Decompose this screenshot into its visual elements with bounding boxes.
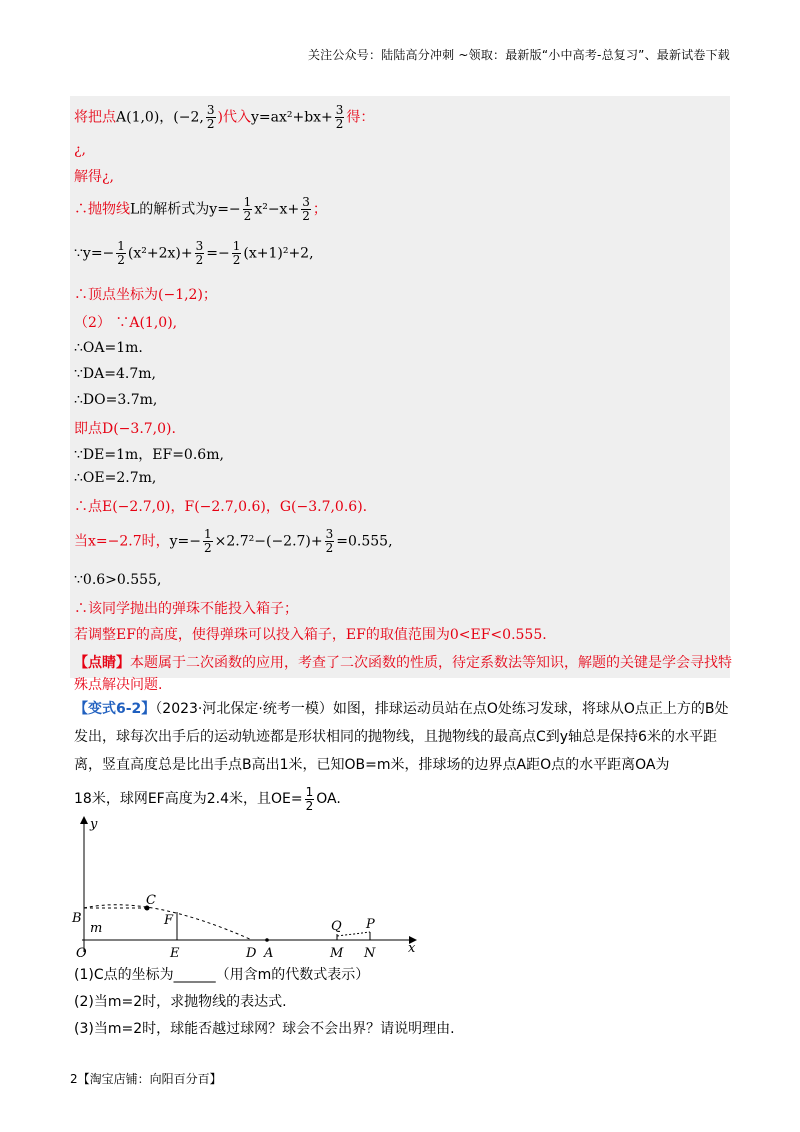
solution-line-9: ∵DA=4.7m,: [74, 366, 156, 382]
point-A: [265, 938, 269, 942]
label-P: P: [366, 917, 375, 932]
label-D: D: [246, 946, 257, 961]
solution-line-12: ∵DE=1m，EF=0.6m,: [74, 447, 224, 463]
label-M: M: [330, 946, 344, 961]
solution-line-11: 即点D(−3.7,0).: [74, 421, 176, 437]
label-B: B: [72, 911, 82, 926]
label-y: y: [90, 817, 98, 832]
label-E: E: [170, 946, 180, 961]
solution-line-18: 若调整EF的高度，使得弹珠可以投入箱子，EF的取值范围为0<EF<0.555.: [74, 627, 547, 643]
variant-problem: [74, 695, 734, 813]
solution-line-10: ∴DO=3.7m,: [74, 392, 158, 408]
solution-line-2: ¿,: [74, 142, 86, 158]
variant-tag: 【变式6-2】: [74, 701, 156, 717]
label-O: O: [76, 946, 87, 961]
question-3: (3)当m=2时，球能否越过球网？球会不会出界？请说明理由.: [74, 1021, 455, 1037]
solution-line-15: 当x=−2.7时，y=− $\frac{1}{2}$ ×2.7²−(−2.7)+ $\frac{3}{2}$ =0.555,: [74, 527, 393, 555]
comment-block: [74, 652, 734, 696]
solution-line-7: （2） ∵A(1,0),: [74, 315, 178, 331]
label-Q: Q: [331, 919, 342, 934]
volleyball-figure: [70, 812, 430, 962]
page-number: 2: [70, 1072, 78, 1086]
shop-label: 【淘宝店铺：向阳百分百】: [77, 1072, 222, 1086]
question-1: (1)C点的坐标为______（用含m的代数式表示）: [74, 967, 370, 983]
solution-line-5: ∵y=− $\frac{1}{2}$ (x²+2x)+ $\frac{3}{2}$ =− $\frac{1}{2}$ (x+1)²+2,: [74, 239, 314, 267]
solution-line-1: 将把点A(1,0)，(−2, $\frac{3}{2}$ )代入y=ax²+bx+ $\frac{3}{2}$ 得：: [74, 103, 375, 131]
label-C: C: [146, 893, 156, 908]
question-2: (2)当m=2时，求抛物线的表达式.: [74, 994, 287, 1010]
solution-line-14: ∴点E(−2.7,0)，F(−2.7,0.6)，G(−3.7,0.6).: [74, 499, 368, 515]
solution-line-3: 解得¿,: [74, 169, 114, 185]
variant-text-1: （2023·河北保定·统考一模）如图，排球运动员站在点O处练习发球，将球从O点正上方的B处发出，球每次出手后的运动轨迹都是形状相同的抛物线，且抛物线的最高点C到y轴总是保持6米的水平距离，竖直高度总是比出手点B高出1米，已知OB=m米，排球场的边界点A距O点的水平距离OA为: [74, 701, 729, 773]
solution-line-16: ∵0.6>0.555,: [74, 572, 162, 588]
variant-text-line-2: 18米，球网EF高度为2.4米，且OE= $\frac{1}{2}$ OA.: [74, 784, 341, 813]
comment-text: 本题属于二次函数的应用，考查了二次函数的性质，待定系数法等知识，解题的关键是学会寻找特殊点解决问题.: [74, 655, 732, 693]
segment-QP: [337, 932, 370, 936]
solution-line-8: ∴OA=1m.: [74, 340, 143, 356]
solution-line-4: ∴抛物线L的解析式为y=− $\frac{1}{2}$ x²−x+ $\frac{3}{2}$ ；: [74, 195, 327, 223]
label-N: N: [364, 946, 376, 961]
page-footer: [70, 1070, 222, 1087]
label-m: m: [90, 921, 103, 936]
solution-line-6: ∴顶点坐标为(−1,2)；: [74, 287, 217, 303]
page-header: 关注公众号：陆陆高分冲刺 ~领取：最新版“小中高考-总复习”、最新试卷下载: [307, 48, 730, 62]
label-F: F: [164, 913, 174, 928]
solution-line-13: ∴OE=2.7m,: [74, 470, 157, 486]
solution-line-17: ∴该同学抛出的弹珠不能投入箱子；: [74, 601, 298, 617]
label-x: x: [408, 941, 416, 956]
comment-tag: 【点睛】: [74, 655, 130, 671]
solution-box: [70, 96, 730, 678]
label-A: A: [264, 946, 274, 961]
